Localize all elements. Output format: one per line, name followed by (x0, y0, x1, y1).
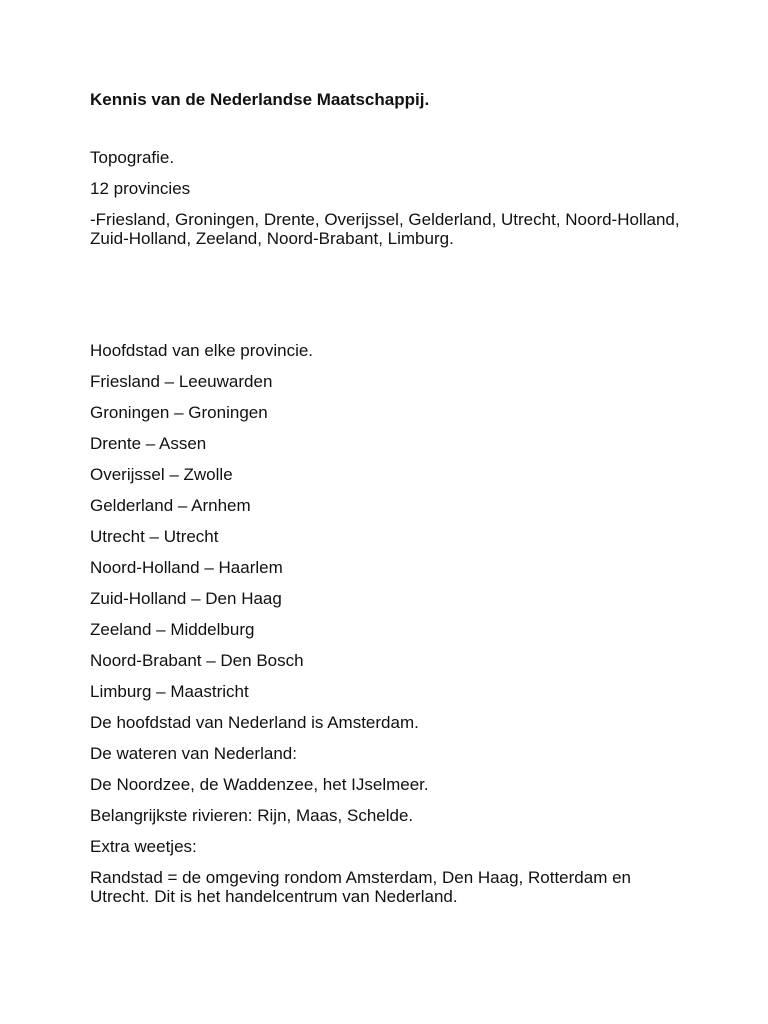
capital-item: Zeeland – Middelburg (90, 620, 255, 639)
capital-item: Overijssel – Zwolle (90, 465, 233, 484)
extra-line: Randstad = de omgeving rondom Amsterdam, Den Haag, Rotterdam en Utrecht. Dit is het handelcentrum van Nederland. (90, 868, 631, 906)
provinces-list-line: -Friesland, Groningen, Drente, Overijssel, Gelderland, Utrecht, Noord-Holland, Zuid-Holland, Zeeland, Noord-Brabant, Limburg. (90, 210, 680, 248)
capital-item: Limburg – Maastricht (90, 682, 249, 701)
capital-item: Friesland – Leeuwarden (90, 372, 273, 391)
capital-item: Noord-Holland – Haarlem (90, 558, 283, 577)
capital-item: Noord-Brabant – Den Bosch (90, 651, 304, 670)
hoofdsteden-heading: Hoofdstad van elke provincie. (90, 341, 314, 360)
topografie-heading: Topografie. (90, 148, 175, 167)
capital-item: Groningen – Groningen (90, 403, 268, 422)
extra-heading: Extra weetjes: (90, 837, 197, 856)
province-count-line: 12 provincies (90, 179, 191, 198)
waters-line: De Noordzee, de Waddenzee, het IJselmeer. (90, 775, 429, 794)
document-title: Kennis van de Nederlandse Maatschappij. (90, 90, 430, 109)
national-capital-line: De hoofdstad van Nederland is Amsterdam. (90, 713, 419, 732)
document-body (90, 90, 690, 918)
capital-item: Gelderland – Arnhem (90, 496, 251, 515)
capital-item: Zuid-Holland – Den Haag (90, 589, 282, 608)
waters-heading: De wateren van Nederland: (90, 744, 297, 763)
capital-item: Drente – Assen (90, 434, 207, 453)
rivers-line: Belangrijkste rivieren: Rijn, Maas, Schelde. (90, 806, 414, 825)
capital-item: Utrecht – Utrecht (90, 527, 219, 546)
